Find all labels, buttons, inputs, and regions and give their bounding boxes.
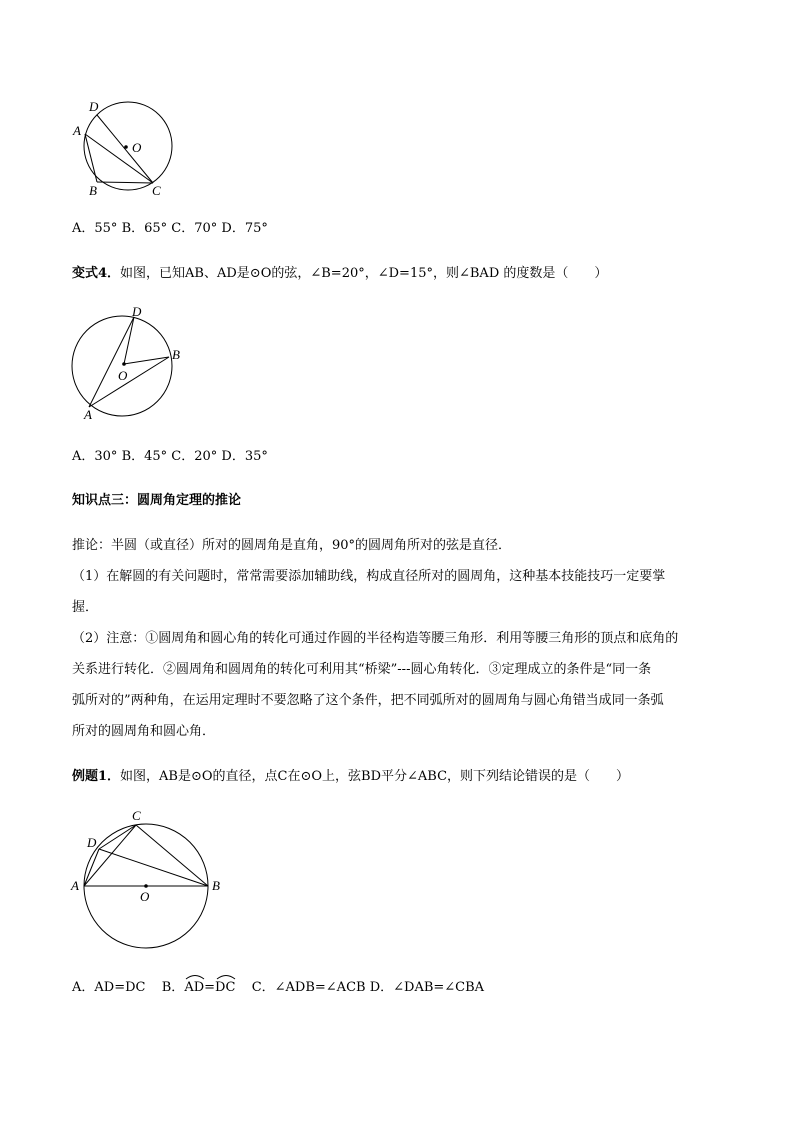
example1-options — [72, 979, 484, 997]
chord-bd — [99, 849, 208, 886]
section3-p1: 推论：半圆（或直径）所对的圆周角是直角，90°的圆周角所对的弦是直径． — [72, 538, 512, 553]
variant4-text: 如图，已知AB、AD是⊙O的弦，∠B=20°，∠D=15°，则∠BAD 的度数是（ ） — [120, 266, 608, 281]
option-d: D．∠DAB=∠CBA — [369, 980, 485, 995]
label-d: D — [87, 835, 97, 850]
circle-outline — [72, 316, 172, 416]
arc-ad — [184, 979, 204, 997]
example1-label: 例题1． — [72, 769, 121, 784]
arc-ad-text: AD — [184, 980, 205, 995]
section3-p3-line4: 所对的圆周角和圆心角． — [72, 724, 216, 739]
arc-dc — [215, 979, 235, 997]
label-d: D — [132, 304, 142, 319]
arc-mark-icon — [215, 972, 237, 980]
section3-p2-line1: （1）在解圆的有关问题时，常常需要添加辅助线，构成直径所对的圆周角，这种基本技能技巧一定要掌 — [72, 569, 666, 584]
figure-circle-1 — [68, 96, 178, 202]
label-c: C — [132, 808, 141, 823]
chord-bc — [97, 182, 153, 183]
center-point — [122, 362, 126, 366]
option-a: A．AD=DC — [72, 980, 146, 995]
radius-od — [124, 317, 134, 364]
chord-ad — [84, 849, 99, 886]
variant4-options: A．30° B．45° C．20° D．35° — [72, 449, 268, 464]
option-c: C．∠ADB=∠ACB — [251, 980, 366, 995]
label-b: B — [212, 878, 220, 893]
variant4-label: 变式4． — [72, 266, 121, 281]
label-o: O — [132, 140, 142, 155]
variant4-question — [72, 265, 607, 283]
label-a: A — [71, 878, 79, 893]
example1-text: 如图，AB是⊙O的直径，点C在⊙O上，弦BD平分∠ABC，则下列结论错误的是（ ） — [120, 769, 630, 784]
label-b: B — [172, 347, 180, 362]
section3-p3-line1: （2）注意：①圆周角和圆心角的转化可通过作圆的半径构造等腰三角形．利用等腰三角形的顶点和底角的 — [72, 631, 679, 646]
figure-circle-3 — [64, 804, 230, 952]
chord-cb — [136, 825, 208, 886]
section3-p2-line2: 握． — [72, 600, 99, 615]
section3-heading: 知识点三：圆周角定理的推论 — [72, 493, 242, 508]
option-b-prefix: B． — [161, 980, 185, 995]
section3-p3-line2: 关系进行转化．②圆周角和圆周角的转化可利用其“桥梁”---圆心角转化．③定理成立的条件是“同一条 — [72, 662, 652, 677]
label-a: A — [73, 123, 81, 138]
section3-p3-line3: 弧所对的”两种角，在运用定理时不要忽略了这个条件，把不同弧所对的圆周角与圆心角错当成同一条弧 — [72, 693, 664, 708]
chord-dc — [99, 825, 136, 849]
center-point — [144, 884, 148, 888]
radius-ob — [124, 357, 169, 364]
option-b-eq: = — [204, 980, 216, 995]
figure-circle-2 — [62, 302, 192, 422]
label-a: A — [84, 407, 92, 422]
q3-options: A．55° B．65° C．70° D．75° — [72, 221, 268, 236]
label-o: O — [140, 889, 150, 904]
example1-question — [72, 768, 629, 786]
label-d: D — [89, 99, 99, 114]
arc-dc-text: DC — [215, 980, 236, 995]
label-o: O — [118, 368, 128, 383]
label-b: B — [89, 183, 97, 198]
center-point — [124, 145, 128, 149]
arc-mark-icon — [184, 972, 206, 980]
label-c: C — [152, 183, 161, 198]
